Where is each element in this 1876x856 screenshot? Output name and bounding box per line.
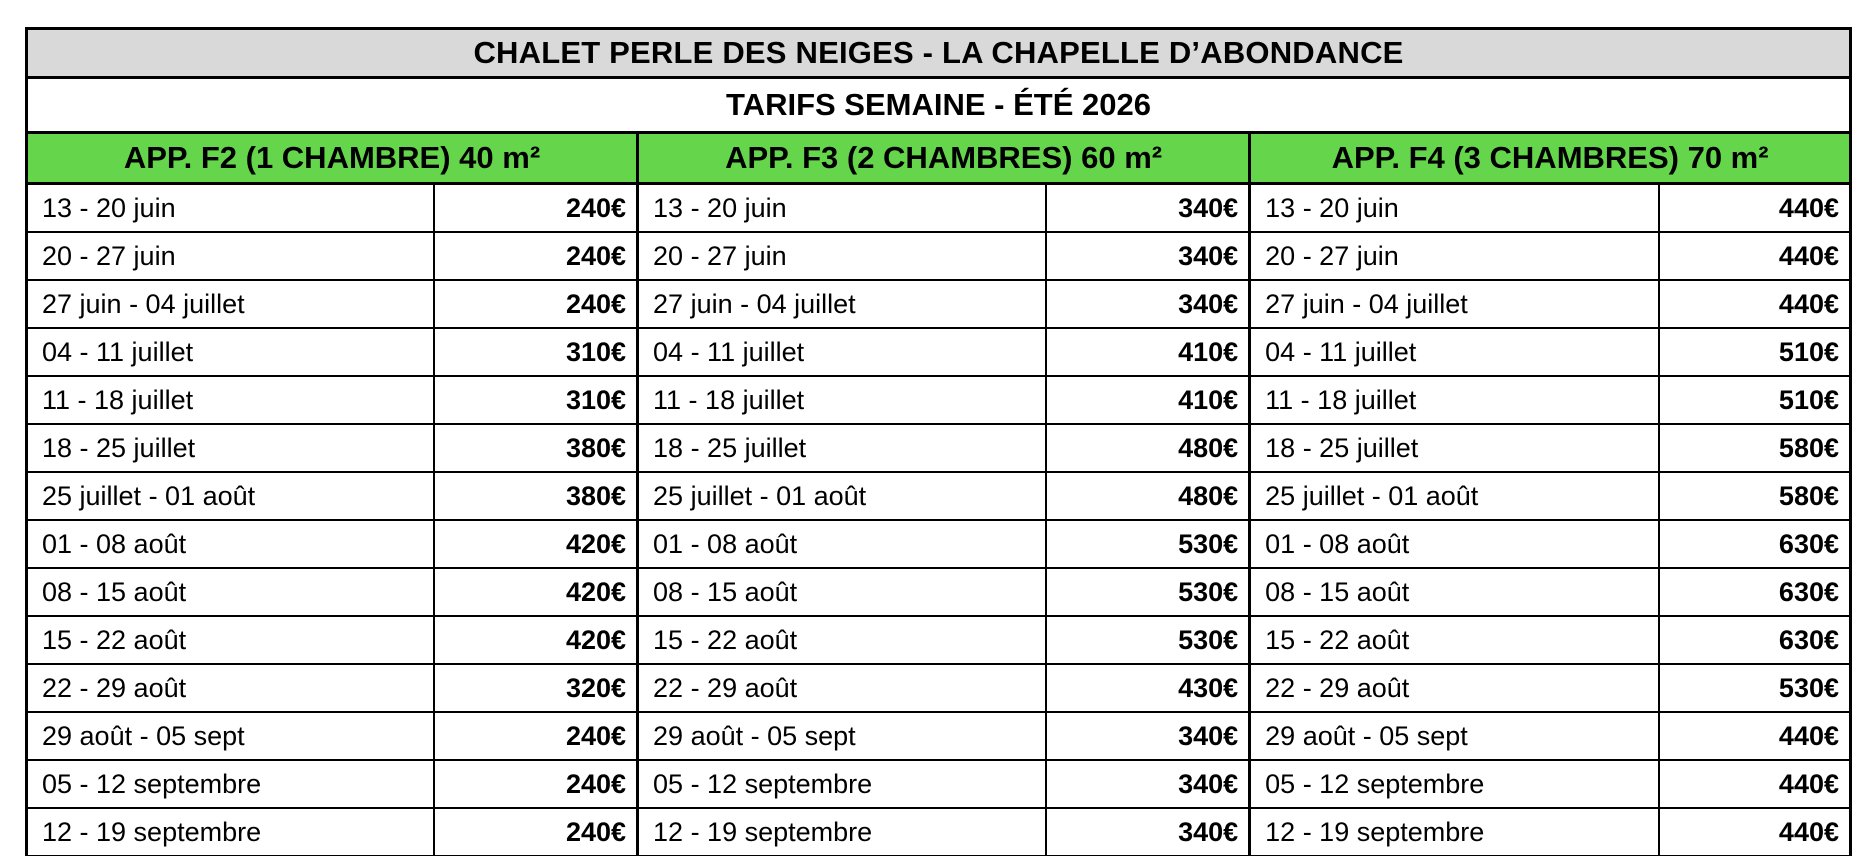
price-cell-f4: 440€ — [1659, 760, 1851, 808]
tariff-row — [27, 424, 1851, 472]
period-cell-f3: 22 - 29 août — [638, 664, 1046, 712]
price-cell-f2: 240€ — [434, 808, 638, 856]
price-cell-f4: 580€ — [1659, 472, 1851, 520]
price-cell-f3: 530€ — [1046, 616, 1250, 664]
period-cell-f3: 20 - 27 juin — [638, 232, 1046, 280]
period-cell-f2: 29 août - 05 sept — [27, 712, 434, 760]
period-cell-f3: 27 juin - 04 juillet — [638, 280, 1046, 328]
period-cell-f4: 05 - 12 septembre — [1250, 760, 1659, 808]
price-cell-f2: 380€ — [434, 424, 638, 472]
price-cell-f3: 340€ — [1046, 280, 1250, 328]
column-header-f4: APP. F4 (3 CHAMBRES) 70 m² — [1250, 133, 1851, 184]
price-cell-f4: 580€ — [1659, 424, 1851, 472]
title-row — [27, 29, 1851, 78]
price-cell-f3: 410€ — [1046, 328, 1250, 376]
period-cell-f2: 04 - 11 juillet — [27, 328, 434, 376]
tariff-row — [27, 664, 1851, 712]
period-cell-f2: 15 - 22 août — [27, 616, 434, 664]
period-cell-f3: 15 - 22 août — [638, 616, 1046, 664]
period-cell-f4: 27 juin - 04 juillet — [1250, 280, 1659, 328]
price-cell-f3: 530€ — [1046, 568, 1250, 616]
tariff-row — [27, 568, 1851, 616]
period-cell-f3: 25 juillet - 01 août — [638, 472, 1046, 520]
price-cell-f4: 510€ — [1659, 376, 1851, 424]
price-cell-f3: 530€ — [1046, 520, 1250, 568]
period-cell-f3: 08 - 15 août — [638, 568, 1046, 616]
price-cell-f2: 320€ — [434, 664, 638, 712]
period-cell-f2: 13 - 20 juin — [27, 184, 434, 233]
price-cell-f3: 480€ — [1046, 424, 1250, 472]
period-cell-f2: 25 juillet - 01 août — [27, 472, 434, 520]
period-cell-f4: 15 - 22 août — [1250, 616, 1659, 664]
sheet-subtitle: TARIFS SEMAINE - ÉTÉ 2026 — [27, 78, 1851, 133]
price-cell-f4: 440€ — [1659, 184, 1851, 233]
period-cell-f4: 13 - 20 juin — [1250, 184, 1659, 233]
price-cell-f4: 510€ — [1659, 328, 1851, 376]
price-cell-f3: 410€ — [1046, 376, 1250, 424]
price-cell-f2: 420€ — [434, 520, 638, 568]
price-cell-f2: 380€ — [434, 472, 638, 520]
period-cell-f3: 05 - 12 septembre — [638, 760, 1046, 808]
period-cell-f4: 08 - 15 août — [1250, 568, 1659, 616]
tariff-table — [25, 27, 1852, 856]
period-cell-f2: 01 - 08 août — [27, 520, 434, 568]
price-cell-f2: 420€ — [434, 568, 638, 616]
period-cell-f2: 20 - 27 juin — [27, 232, 434, 280]
column-header-f3: APP. F3 (2 CHAMBRES) 60 m² — [638, 133, 1250, 184]
price-cell-f3: 340€ — [1046, 184, 1250, 233]
price-cell-f2: 240€ — [434, 280, 638, 328]
price-cell-f3: 340€ — [1046, 232, 1250, 280]
price-cell-f2: 310€ — [434, 376, 638, 424]
period-cell-f3: 29 août - 05 sept — [638, 712, 1046, 760]
tariff-row — [27, 328, 1851, 376]
price-cell-f2: 240€ — [434, 232, 638, 280]
price-cell-f3: 430€ — [1046, 664, 1250, 712]
tariff-row — [27, 232, 1851, 280]
price-cell-f3: 480€ — [1046, 472, 1250, 520]
period-cell-f2: 12 - 19 septembre — [27, 808, 434, 856]
price-cell-f2: 310€ — [434, 328, 638, 376]
price-cell-f3: 340€ — [1046, 712, 1250, 760]
period-cell-f3: 04 - 11 juillet — [638, 328, 1046, 376]
price-cell-f4: 440€ — [1659, 712, 1851, 760]
tariff-row — [27, 712, 1851, 760]
price-cell-f4: 440€ — [1659, 232, 1851, 280]
tariff-row — [27, 616, 1851, 664]
tariff-row — [27, 472, 1851, 520]
price-cell-f4: 630€ — [1659, 616, 1851, 664]
period-cell-f2: 27 juin - 04 juillet — [27, 280, 434, 328]
tariff-row — [27, 184, 1851, 233]
price-cell-f3: 340€ — [1046, 808, 1250, 856]
period-cell-f3: 18 - 25 juillet — [638, 424, 1046, 472]
period-cell-f2: 08 - 15 août — [27, 568, 434, 616]
period-cell-f4: 01 - 08 août — [1250, 520, 1659, 568]
column-header-f2: APP. F2 (1 CHAMBRE) 40 m² — [27, 133, 638, 184]
sheet-title: CHALET PERLE DES NEIGES - LA CHAPELLE D’ABONDANCE — [27, 29, 1851, 78]
price-cell-f4: 440€ — [1659, 808, 1851, 856]
tariff-rows — [27, 184, 1851, 856]
price-cell-f2: 240€ — [434, 760, 638, 808]
period-cell-f4: 25 juillet - 01 août — [1250, 472, 1659, 520]
period-cell-f3: 11 - 18 juillet — [638, 376, 1046, 424]
price-cell-f4: 440€ — [1659, 280, 1851, 328]
period-cell-f4: 12 - 19 septembre — [1250, 808, 1659, 856]
period-cell-f4: 22 - 29 août — [1250, 664, 1659, 712]
tariff-row — [27, 760, 1851, 808]
price-cell-f2: 240€ — [434, 712, 638, 760]
tariff-row — [27, 520, 1851, 568]
period-cell-f4: 20 - 27 juin — [1250, 232, 1659, 280]
tariff-row — [27, 280, 1851, 328]
price-cell-f4: 630€ — [1659, 520, 1851, 568]
subtitle-row — [27, 78, 1851, 133]
period-cell-f3: 12 - 19 septembre — [638, 808, 1046, 856]
period-cell-f3: 13 - 20 juin — [638, 184, 1046, 233]
tariff-row — [27, 808, 1851, 856]
price-cell-f2: 240€ — [434, 184, 638, 233]
tariff-row — [27, 376, 1851, 424]
price-cell-f2: 420€ — [434, 616, 638, 664]
period-cell-f4: 29 août - 05 sept — [1250, 712, 1659, 760]
period-cell-f2: 18 - 25 juillet — [27, 424, 434, 472]
period-cell-f3: 01 - 08 août — [638, 520, 1046, 568]
price-cell-f4: 630€ — [1659, 568, 1851, 616]
price-cell-f3: 340€ — [1046, 760, 1250, 808]
period-cell-f4: 18 - 25 juillet — [1250, 424, 1659, 472]
period-cell-f2: 11 - 18 juillet — [27, 376, 434, 424]
period-cell-f4: 04 - 11 juillet — [1250, 328, 1659, 376]
period-cell-f4: 11 - 18 juillet — [1250, 376, 1659, 424]
price-cell-f4: 530€ — [1659, 664, 1851, 712]
period-cell-f2: 22 - 29 août — [27, 664, 434, 712]
period-cell-f2: 05 - 12 septembre — [27, 760, 434, 808]
apartment-header-row — [27, 133, 1851, 184]
